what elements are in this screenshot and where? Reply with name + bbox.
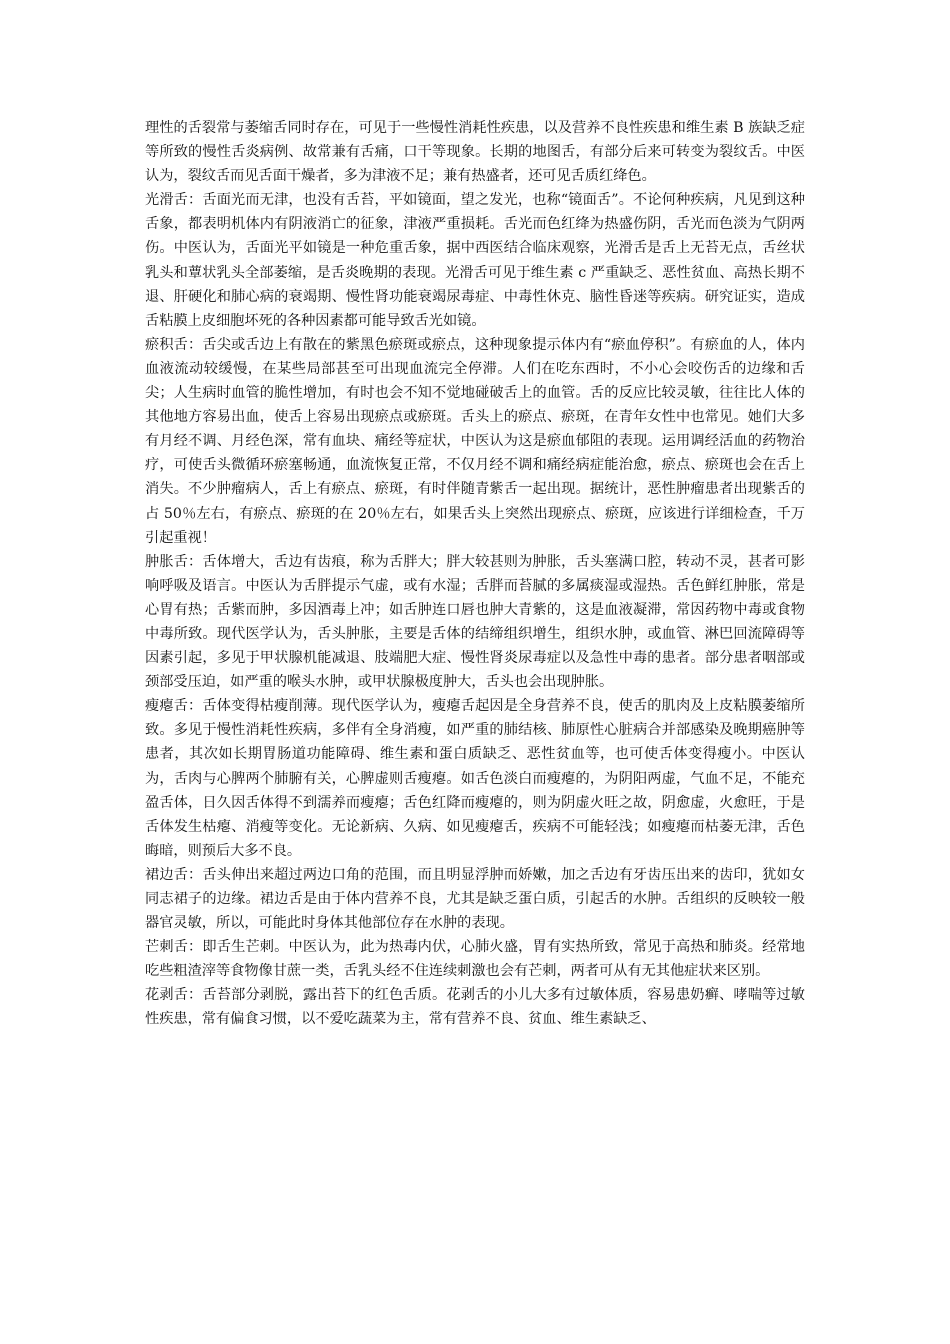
paragraph-swollen-tongue: 肿胀舌：舌体增大，舌边有齿痕，称为舌胖大；胖大较甚则为肿胀，舌头塞满口腔，转动不灵，甚者可影响呼吸及语言。中医认为舌胖提示气虚，或有水湿；舌胖而苔腻的多属痰湿或湿热。舌色鲜红肿胀，常是心胃有热；舌紫而肿，多因酒毒上冲；如舌肿连口唇也肿大青紫的，这是血液凝滞，常因药物中毒或食物中毒所致。现代医学认为，舌头肿胀，主要是舌体的结缔组织增生，组织水肿，或血管、淋巴回流障碍等因素引起，多见于甲状腺机能减退、肢端肥大症、慢性肾炎尿毒症以及急性中毒的患者。部分患者咽部或颈部受压迫，如严重的喉头水肿，或甲状腺极度肿大，舌头也会出现肿胀。 (145, 553, 805, 691)
paragraph-prickly-tongue: 芒刺舌：即舌生芒刺。中医认为，此为热毒内伏，心肺火盛，胃有实热所致，常见于高热和肺炎。经常地吃些粗渣滓等食物像甘蔗一类，舌乳头经不住连续刺激也会有芒刺，两者可从有无其他症状来区别。 (145, 939, 805, 980)
paragraph-scalloped-tongue: 裙边舌：舌头伸出来超过两边口角的范围，而且明显浮肿而娇嫩，加之舌边有牙齿压出来的齿印，犹如女同志裙子的边缘。裙边舌是由于体内营养不良，尤其是缺乏蛋白质，引起舌的水肿。舌组织的反映较一般器官灵敏，所以，可能此时身体其他部位存在水肿的表现。 (145, 866, 805, 932)
paragraph-smooth-tongue: 光滑舌：舌面光而无津，也没有舌苔，平如镜面，望之发光，也称“镜面舌”。不论何种疾病，凡见到这种舌象，都表明机体内有阴液消亡的征象，津液严重损耗。舌光而色红绛为热盛伤阴，舌光而色淡为气阴两伤。中医认为，舌面光平如镜是一种危重舌象，据中西医结合临床观察，光滑舌是舌上无苔无点，舌丝状乳头和蕈状乳头全部萎缩，是舌炎晚期的表现。光滑舌可见于维生素 c 严重缺乏、恶性贫血、高热长期不退、肝硬化和肺心病的衰竭期、慢性肾功能衰竭尿毒症、中毒性休克、脑性昏迷等疾病。研究证实，造成舌粘膜上皮细胞坏死的各种因素都可能导致舌光如镜。 (145, 192, 805, 329)
paragraph-peeled-tongue: 花剥舌：舌苔部分剥脱，露出苔下的红色舌质。花剥舌的小儿大多有过敏体质，容易患奶癣、哮喘等过敏性疾患，常有偏食习惯，以不爱吃蔬菜为主，常有营养不良、贫血、维生素缺乏、 (145, 987, 805, 1028)
paragraph-stasis-tongue: 瘀积舌：舌尖或舌边上有散在的紫黑色瘀斑或瘀点，这种现象提示体内有“瘀血停积”。有瘀血的人，体内血液流动较缓慢，在某些局部甚至可出现血流完全停滞。人们在吃东西时，不小心会咬伤舌的边缘和舌尖；人生病时血管的脆性增加，有时也会不知不觉地碰破舌上的血管。舌的反应比较灵敏，往往比人体的其他地方容易出血，使舌上容易出现瘀点或瘀斑。舌头上的瘀点、瘀斑，在青年女性中也常见。她们大多有月经不调、月经色深，常有血块、痛经等症状，中医认为这是瘀血郁阻的表现。运用调经活血的药物治疗，可使舌头微循环瘀塞畅通，血流恢复正常，不仅月经不调和痛经病症能治愈，瘀点、瘀斑也会在舌上消失。不少肿瘤病人，舌上有瘀点、瘀斑，有时伴随青紫舌一起出现。据统计，恶性肿瘤患者出现紫舌的占 50％左右，有瘀点、瘀斑的在 20％左右，如果舌头上突然出现瘀点、瘀斑，应该进行详细检查，千万引起重视！ (145, 336, 805, 546)
document-body (145, 116, 805, 1032)
paragraph-cracked-tongue-continued: 理性的舌裂常与萎缩舌同时存在，可见于一些慢性消耗性疾患，以及营养不良性疾患和维生素 B 族缺乏症等所致的慢性舌炎病例、故常兼有舌痛，口干等现象。长期的地图舌，有部分后来可转变为裂纹舌。中医认为，裂纹舌而见舌面干燥者，多为津液不足；兼有热盛者，还可见舌质红绛色。 (145, 120, 805, 185)
paragraph-thin-tongue: 瘦瘪舌：舌体变得枯瘦削薄。现代医学认为，瘦瘪舌起因是全身营养不良，使舌的肌肉及上皮粘膜萎缩所致。多见于慢性消耗性疾病，多伴有全身消瘦，如严重的肺结核、肺原性心脏病合并部感染及晚期癌肿等患者，其次如长期胃肠道功能障碍、维生素和蛋白质缺乏、恶性贫血等，也可使舌体变得瘦小。中医认为，舌肉与心脾两个肺腑有关，心脾虚则舌瘦瘪。如舌色淡白而瘦瘪的，为阴阳两虚，气血不足，不能充盈舌体，日久因舌体得不到濡养而瘦瘪；舌色红降而瘦瘪的，则为阴虚火旺之故，阴愈虚，火愈旺，于是舌体发生枯瘪、消瘦等变化。无论新病、久病、如见瘦瘪舌，疾病不可能轻浅；如瘦瘪而枯萎无津，舌色晦暗，则预后大多不良。 (145, 698, 805, 859)
